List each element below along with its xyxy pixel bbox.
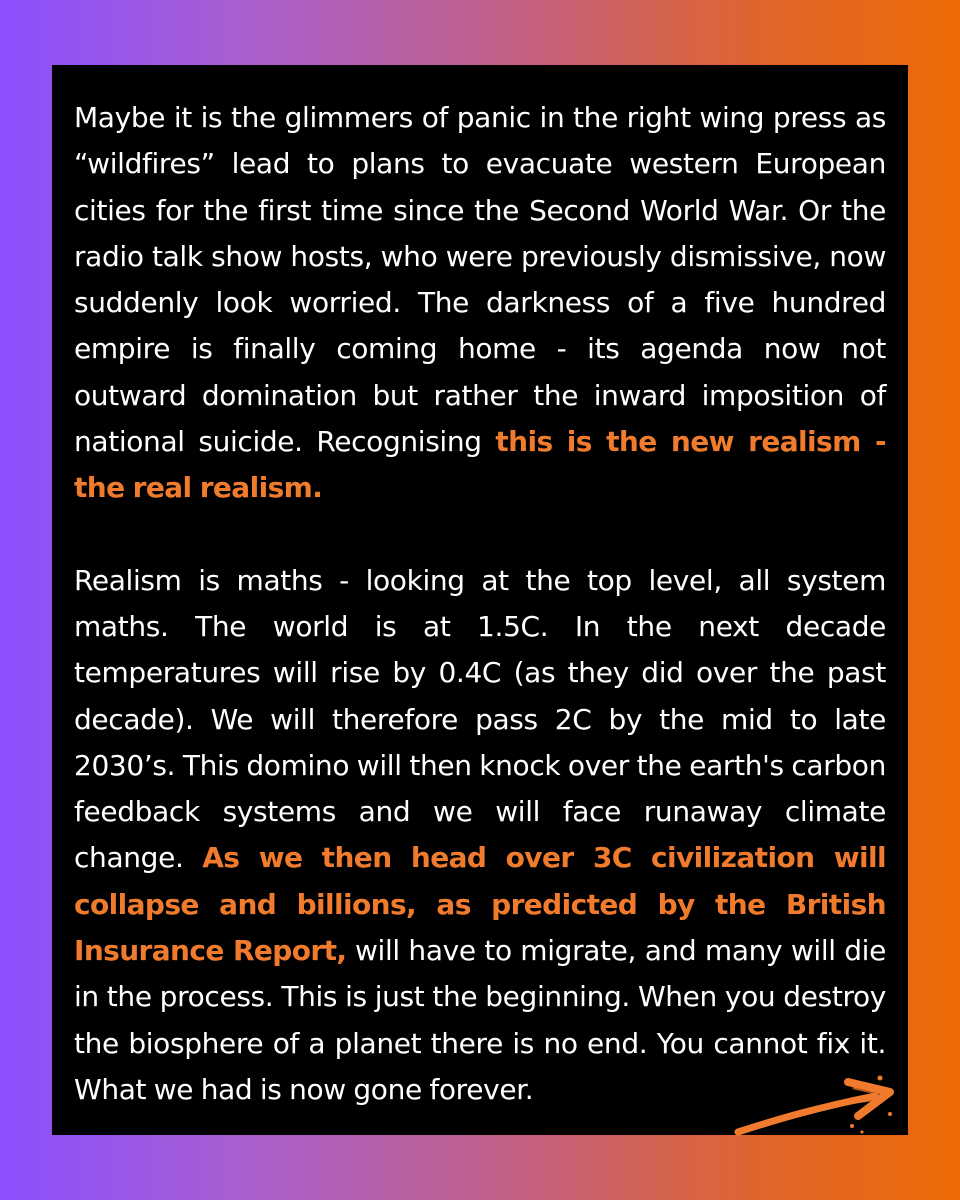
paragraph-1 bbox=[74, 95, 886, 512]
brush-arrow-icon bbox=[730, 1070, 900, 1140]
paragraph-2 bbox=[74, 558, 886, 1114]
paragraph-1-text: Maybe it is the glimmers of panic in the right wing press as “wildfires” lead to plans to evacuate western European cities for the first time since the Second World War. Or the radio talk show hosts, who were previously dismissive, now suddenly look worried. The darkness of a five hundred empire is finally coming home - its agenda now not outward domination but rather the inward imposition of national suicide. Recognising bbox=[74, 101, 886, 459]
text-card bbox=[52, 65, 908, 1135]
paragraph-2-text-b: will have to migrate, and many will die in the process. This is just the beginning. When you destroy the biosphere of a planet there is no end. You cannot fix it. What we had is now gone forever. bbox=[74, 934, 886, 1106]
paragraph-1-highlight: this is the new realism - the real realism. bbox=[74, 425, 886, 505]
paragraph-2-highlight: As we then head over 3C civilization will collapse and billions, as predicted by the British Insurance Report, bbox=[74, 841, 887, 968]
paragraph-2-text-a: Realism is maths - looking at the top level, all system maths. The world is at 1.5C. In the next decade temperatures will rise by 0.4C (as they did over the past decade). We will therefore pass 2C by the mid to late 2030’s. This domino will then knock over the earth's carbon feedback systems and we will face runaway climate change. bbox=[74, 563, 886, 875]
